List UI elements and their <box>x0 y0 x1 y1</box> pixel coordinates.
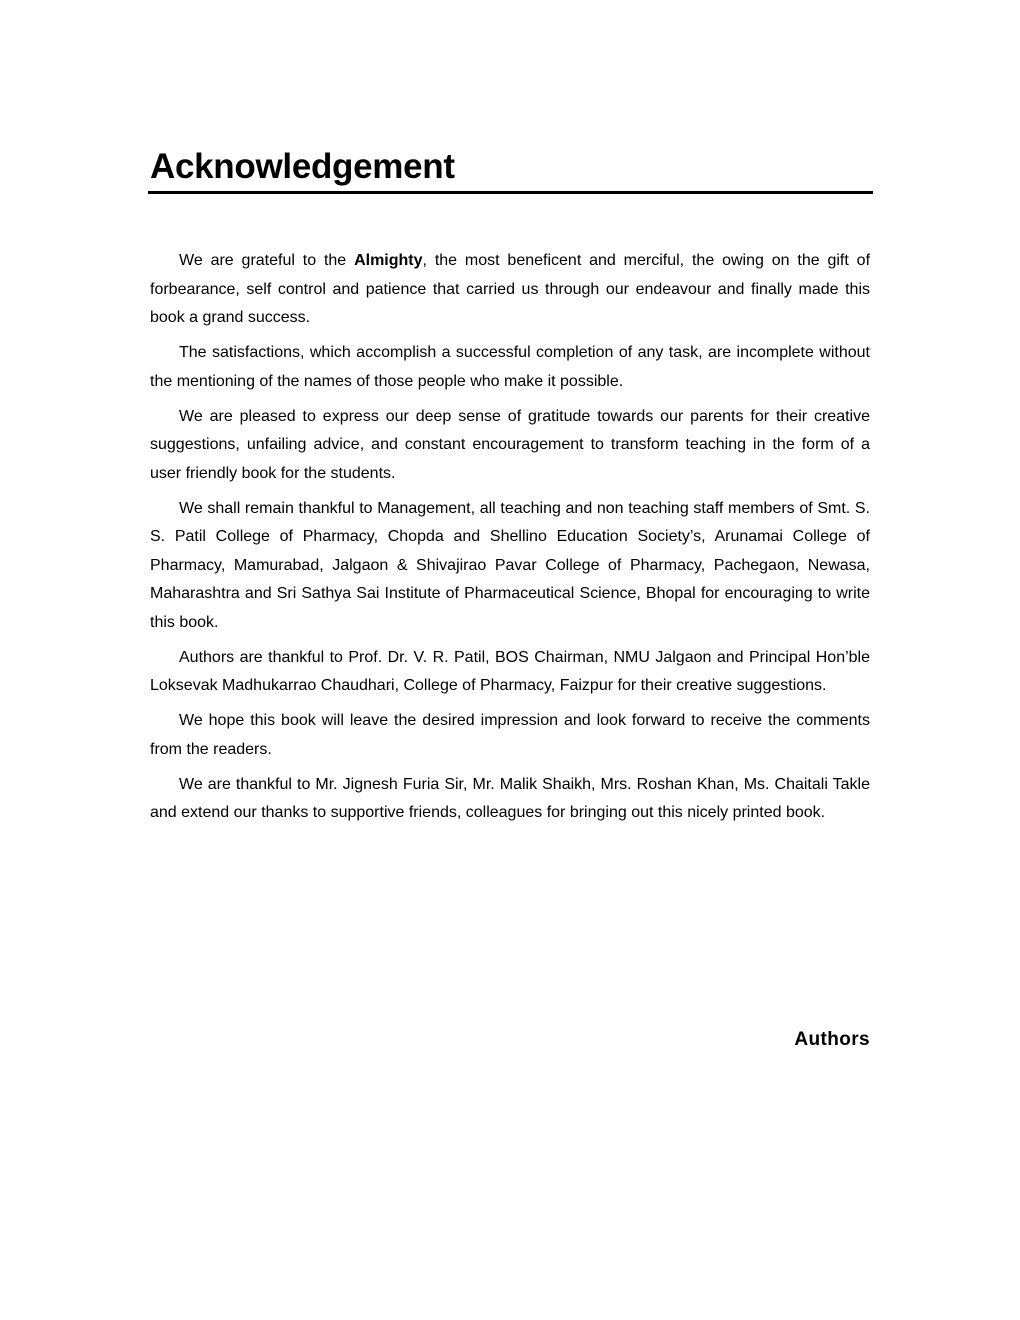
paragraph-4: We shall remain thankful to Management, all teaching and non teaching staff members of Smt. S. S. Patil College of Pharmacy, Chopda and Shellino Education Society’s, Arunamai College of Pharmacy, Mamurabad, Jalgaon & Shivajirao Pavar College of Pharmacy, Pachegaon, Newasa, Maharashtra and Sri Sathya Sai Institute of Pharmaceutical Science, Bhopal for encouraging to write this book. <box>150 499 870 631</box>
page-title: Acknowledgement <box>150 147 455 186</box>
paragraph-1-rest: , the most beneficent and merciful, the owing on the gift of forbearance, self control and patience that carried us through our endeavour and finally made this book a grand success. <box>150 252 871 326</box>
paragraph-1-emphasis: Almighty <box>354 252 423 269</box>
paragraph-6: We hope this book will leave the desired impression and look forward to receive the comments from the readers. <box>150 712 870 758</box>
paragraph-5: Authors are thankful to Prof. Dr. V. R. Patil, BOS Chairman, NMU Jalgaon and Principal Hon’ble Loksevak Madhukarrao Chaudhari, College of Pharmacy, Faizpur for their creative suggestions. <box>150 648 870 694</box>
paragraph-2: The satisfactions, which accomplish a successful completion of any task, are incomplete without the mentioning of the names of those people who make it possible. <box>150 344 870 390</box>
heading-block <box>148 148 873 194</box>
paragraph-1 <box>150 247 870 333</box>
body-text <box>150 247 870 834</box>
paragraph-1-lead: We are grateful to the <box>179 252 355 269</box>
signature: Authors <box>794 1029 870 1050</box>
paragraph-7: We are thankful to Mr. Jignesh Furia Sir, Mr. Malik Shaikh, Mrs. Roshan Khan, Ms. Chaitali Takle and extend our thanks to supportive friends, colleagues for bringing out this nicely printed book. <box>150 775 870 821</box>
title-underline <box>148 191 873 194</box>
paragraph-3: We are pleased to express our deep sense of gratitude towards our parents for their creative suggestions, unfailing advice, and constant encouragement to transform teaching in the form of a user friendly book for the students. <box>150 407 870 482</box>
